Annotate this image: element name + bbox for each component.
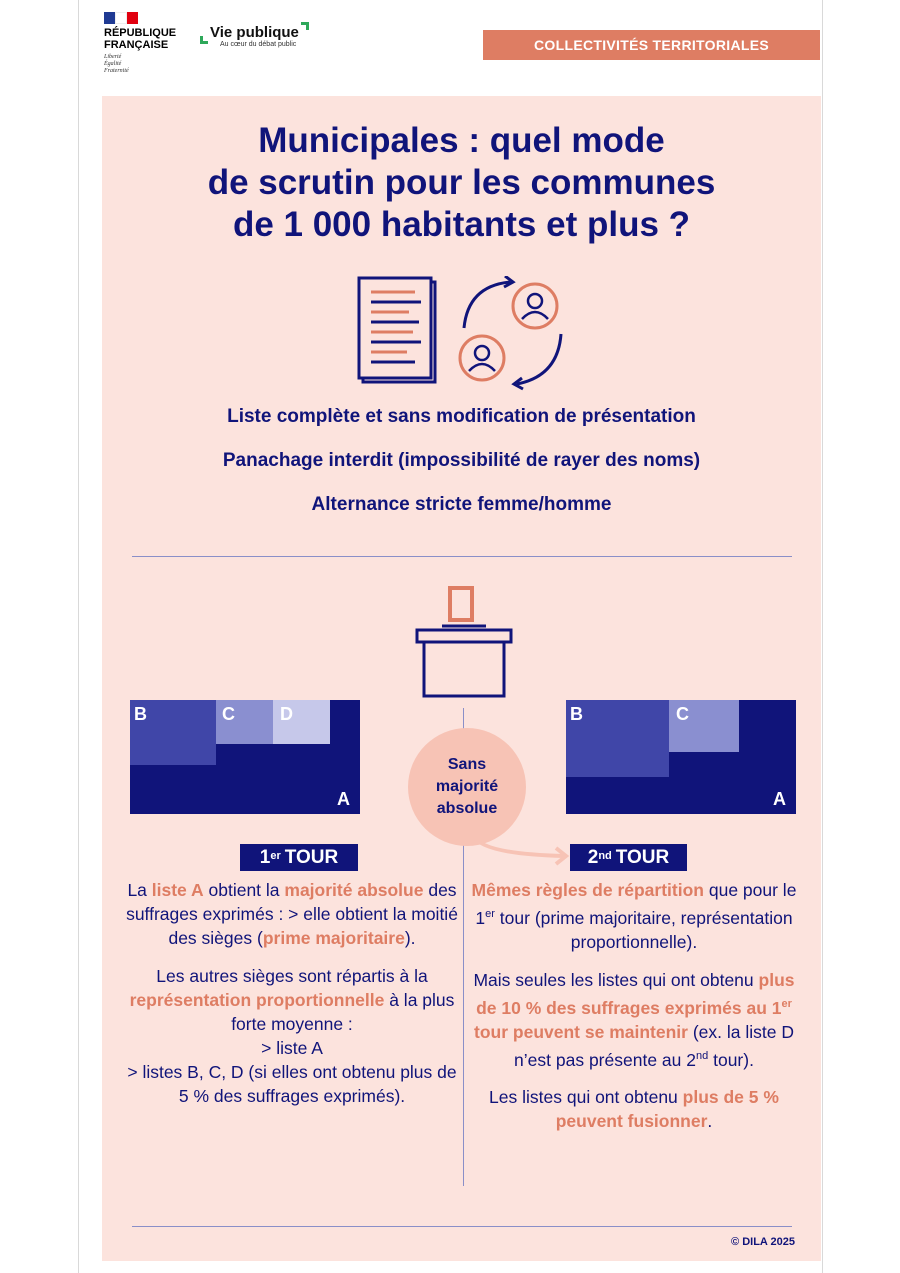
copyright: © DILA 2025 xyxy=(731,1236,795,1248)
republique-francaise-logo: RÉPUBLIQUE FRANÇAISE xyxy=(104,27,177,51)
first-round-seats xyxy=(130,700,360,814)
seat-label-a: A xyxy=(773,789,786,809)
first-round-paragraph-1: La liste A obtient la majorité absolue des suffrages exprimés : > elle obtient la moitié des sièges (prime majoritaire). xyxy=(126,880,458,948)
vie-publique-logo: Vie publique Au cœur du débat public xyxy=(210,24,299,48)
header xyxy=(100,10,820,88)
second-round-badge: 2 $^{nd}$ TOUR xyxy=(570,844,687,871)
separator xyxy=(132,556,792,557)
category-badge: COLLECTIVITÉS TERRITORIALES xyxy=(483,30,820,60)
seat-label-d: D xyxy=(280,704,293,724)
seat-label-c: C xyxy=(222,704,235,724)
left-border xyxy=(78,0,79,1273)
rule-item: Panachage interdit (impossibilité de rayer des noms) xyxy=(222,450,701,471)
seat-label-b: B xyxy=(134,704,147,724)
bracket-icon xyxy=(301,22,309,30)
first-round-paragraph-2: Les autres sièges sont répartis à la représentation proportionnelle à la plus forte moyenne : > liste A > listes B, C, D (si elles ont obtenu plus de 5 % des suffrages exprimés). xyxy=(127,966,457,1106)
rule-item: Alternance stricte femme/homme xyxy=(311,494,612,515)
seat-label-a: A xyxy=(337,789,350,809)
republique-motto: Liberté Égalité Fraternité xyxy=(104,54,129,74)
ballot-list-exchange-icon xyxy=(357,276,577,391)
separator xyxy=(132,1226,792,1227)
right-border xyxy=(822,0,823,1273)
rules-list xyxy=(102,406,821,538)
french-flag-icon xyxy=(104,12,138,24)
bracket-icon xyxy=(200,36,208,44)
arrow-icon xyxy=(462,836,572,866)
rule-item: Liste complète et sans modification de présentation xyxy=(227,406,696,427)
seat-label-c: C xyxy=(676,704,689,724)
page-title: Municipales : quel mode de scrutin pour les communes de 1 000 habitants et plus ? xyxy=(207,121,716,244)
second-round-text xyxy=(464,878,804,1147)
ballot-box-icon xyxy=(412,586,516,701)
second-round-paragraph-2: Mais seules les listes qui ont obtenu plus de 10 % des suffrages exprimés au 1er tour peuvent se maintenir (ex. la liste D n’est pas présente au 2nd tour). xyxy=(473,969,795,1070)
first-round-badge: 1 $^{er}$ TOUR xyxy=(240,844,358,871)
no-majority-bubble: Sans majorité absolue xyxy=(408,728,526,846)
first-round-text xyxy=(122,878,462,1122)
second-round-seats xyxy=(566,700,796,814)
seat-label-b: B xyxy=(570,704,583,724)
second-round-paragraph-3: Les listes qui ont obtenu plus de 5 % peuvent fusionner. xyxy=(489,1087,779,1132)
infographic-panel xyxy=(102,96,821,1261)
second-round-paragraph-1: Mêmes règles de répartition que pour le 1er tour (prime majoritaire, représentation proportionnelle). xyxy=(471,880,797,952)
